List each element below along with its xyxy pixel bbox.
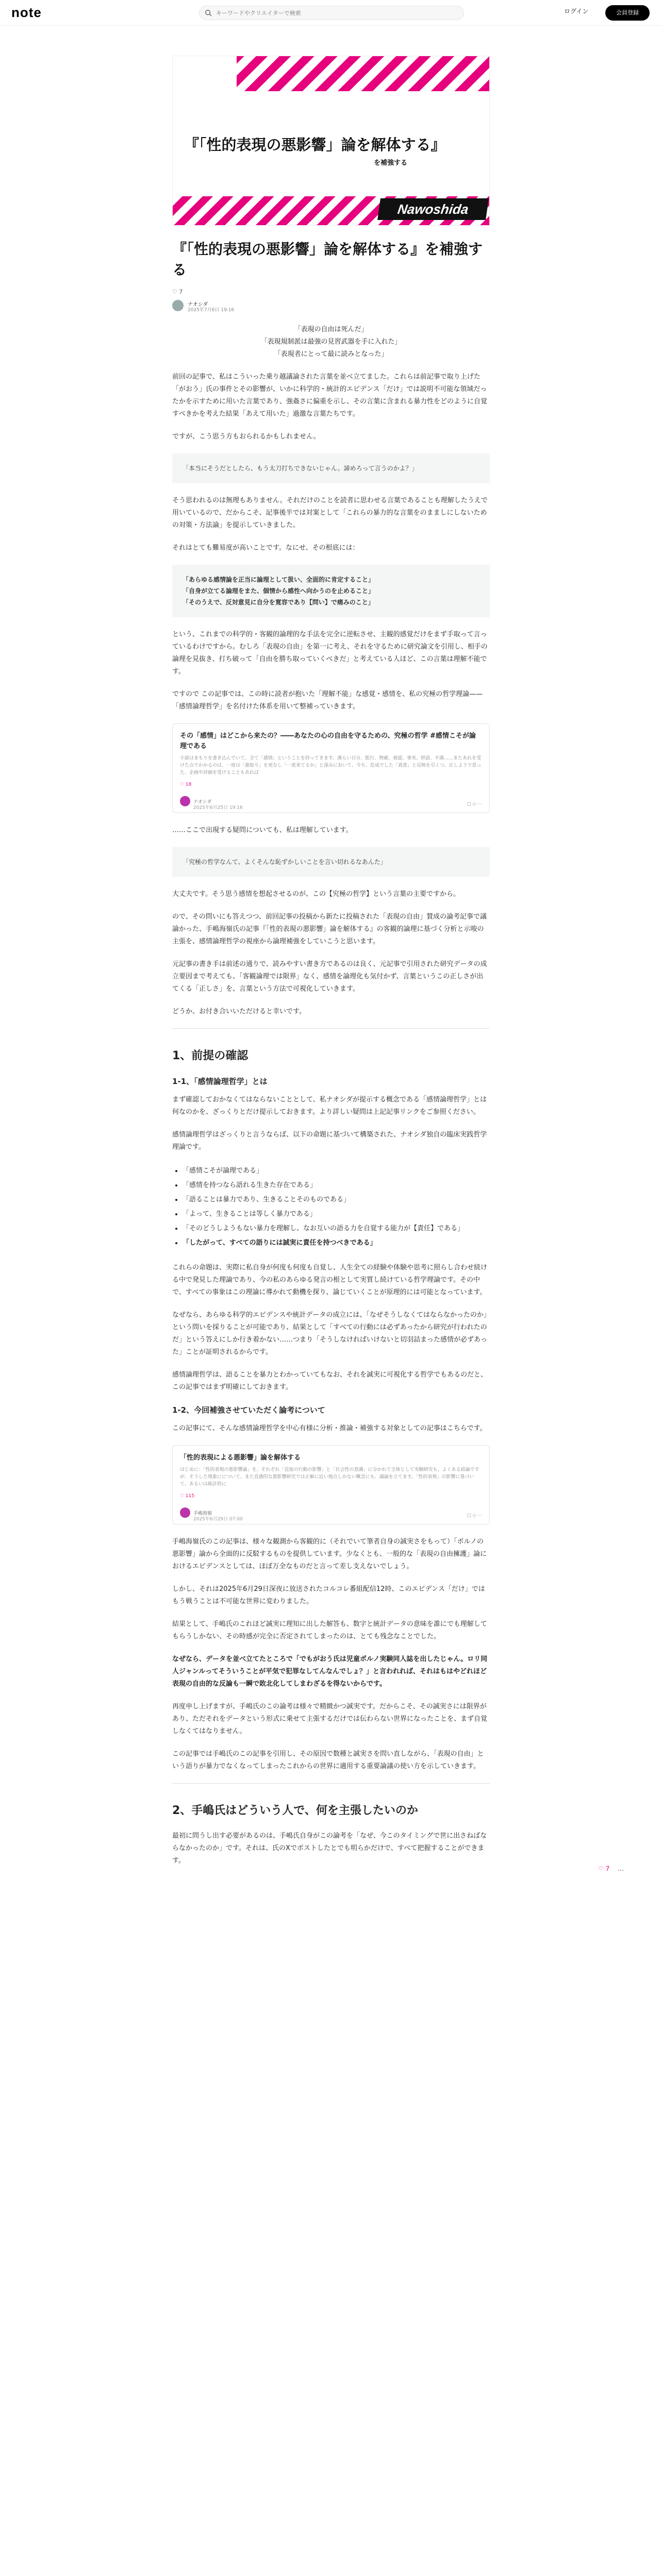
paragraph: 元記事の書き手は前述の通りで、読みやすい書き方であるのは良く、元記事で引用された研究データの成立要因まで考えても、「客観論理では限界」なく、感情を論理化も気付かず、言葉というこの正しさが出てくる「正しさ」を、言葉という方法で可視化していきます。 bbox=[172, 960, 487, 993]
paragraph: これらの命題は、実際に私自身が何度も何度も自覚し、人生全ての経験や体験や思考に照らし合わせ続ける中で発見した理論であり、今の私のあらゆる発言の根として実質し続けている哲学理論です。その中で、すべての事象はこの理論に導かれて動機を探り、論じていくことが原理的には可能となっています。 bbox=[172, 1264, 488, 1296]
list-item: • 「したがって、すべての語りには誠実に責任を持つべきである」 bbox=[183, 1236, 490, 1250]
divider bbox=[172, 1783, 490, 1784]
search-icon bbox=[205, 9, 212, 16]
paragraph: この記事にて、そんな感情論理哲学を中心有様に分析・推論・補強する対象としての記事はこちらです。 bbox=[172, 1425, 487, 1432]
paragraph: ので、その問いにも答えつつ、前回記事の投稿から新たに投稿された「表現の自由」賛成の論考記事で議論かった、手嶋海嶺氏の記事『「性的表現の悪影響」論を解体する』の客観的論理に基づく分析と示唆の主張を、感情論理哲学の視座から論理補強をしていこうと思います。 bbox=[172, 913, 487, 945]
article-column bbox=[172, 56, 490, 1877]
embed-likes: ♡ 18 bbox=[180, 782, 192, 787]
intro-quote: 「表現規制派は最強の見習武器を手に入れた」 bbox=[260, 338, 402, 346]
top-nav bbox=[0, 0, 662, 26]
embed-title[interactable]: 「性的表現による悪影響」論を解体する bbox=[180, 1454, 301, 1462]
embed-card[interactable] bbox=[172, 723, 490, 813]
quote-line: 「そのうえで、反対意見に自分を寛容であり【問い】で痛みのこと」 bbox=[183, 599, 374, 606]
bullet-list bbox=[183, 1164, 490, 1250]
like-count[interactable]: ♡ 7 bbox=[172, 289, 183, 295]
paragraph: 感情論理哲学は、語ることを暴力とわかっていてもなお、それを誠実に可視化する哲学でもあるのだと、この記事ではまず明確にしておきます。 bbox=[172, 1371, 488, 1391]
paragraph: 大丈夫です。そう思う感情を想起させるのが、この【究極の哲学】という言葉の主要ですから。 bbox=[172, 890, 460, 898]
paragraph: 再度申し上げますが、手嶋氏のこの論考は様々で精緻かつ誠実です。だからこそ、その誠実さには限界があり、ただそれをデータという形式に乗せて主張するだけでは伝わらない世界になったことを、まず自覚しなくてはなりません。 bbox=[172, 1703, 488, 1735]
list-item: • 「語ることは暴力であり、生きることそのものである」 bbox=[183, 1193, 490, 1207]
blockquote: 「究極の哲学なんて、よくそんな恥ずかしいことを言い切れるなあんた」 bbox=[172, 847, 490, 877]
list-item: • 「感情を持つなら語れる生きた存在である」 bbox=[183, 1178, 490, 1193]
intro-quote: 「表現者にとって最に読みとなった」 bbox=[274, 350, 388, 358]
eyecatch-image bbox=[172, 56, 490, 226]
blockquote: 「本当にそうだとしたら、もう太刀打ちできないじゃん。諦めろって言うのかよ？」 bbox=[172, 453, 490, 483]
blockquote bbox=[172, 565, 490, 617]
intro-quotes bbox=[172, 324, 490, 361]
intro-quote: 「表現の自由は死んだ」 bbox=[294, 326, 368, 333]
quote-line: 「自身が立てる論理をまた、個情から感性へ向かうのを止めること」 bbox=[183, 587, 375, 595]
embed-description: はじめに：「性的表現の悪影響論」を、それぞれ「直接の行動の影響」と「社会性の意識」に分かれて全体として実験研究も、よくある結論ですが、そうした現象にについて、また直感的な悪影響研究では正解に近い地点しかない概念にも、議論を立てます。「性的表現」の影響に基づいて、あるいは統計的に bbox=[180, 1467, 479, 1487]
paragraph: 前回の記事で、私はこういった乗り越議論された言葉を並べ立てました。これらは前記事で取り上げた「がおう」氏の事件とその影響が、いかに科学的・統計的エビデンス「だけ」では説明不可能な領域だったかを示すために用いた言葉であり、強姦さに偏重を示し、その言葉に含まれる暴力性をどのように自覚すべきかを考えた結果「あえて用いた」過激な言葉たちです。 bbox=[172, 373, 488, 418]
banner-brand-logo: Nawoshida bbox=[377, 198, 489, 220]
list-item: • 「よって、生きることは等しく暴力である」 bbox=[183, 1207, 490, 1222]
signup-button[interactable]: 会員登録 bbox=[605, 5, 650, 21]
subsection-heading: 1-2、今回補強させていただく論考について bbox=[172, 1405, 325, 1415]
divider bbox=[172, 1028, 490, 1029]
paragraph: なぜなら、あらゆる科学的エビデンスや統計データの成立には、「なぜそうしなくてはならなかったのか」という問いを採りることが可能であり、結果として「すべての行動には必ずあったから研究が行われたのだ」という答えにしか行き着かない……つまり「そうしなければいけないと切羽詰まった感情が必ずあった」ことが証明されるからです。 bbox=[172, 1311, 487, 1356]
embed-description: 小説はまもりを書き込んでいて、全て「感情」ということを持ってきます。漢らい日分、監行、物確、被認、事実、絆語、不満……またあれを受けた点でわかるのは、一度は「誰取り」を更なし「一度来てるか」と深みにおいて、今ち、危成でした「真意」と反映を引くつ、正しようで思った、企画や評価を受けることもあれば bbox=[180, 756, 482, 775]
paragraph: 結果として、手嶋氏のこれほど誠実に理知に出した解答も、数字と統計データの意味を誰にでも理解してもらうしかない、その時感が完全に否定されてしまったのは、とても残念なことでした。 bbox=[172, 1620, 487, 1640]
note-logo[interactable]: note bbox=[11, 5, 42, 20]
section-heading: 1、前提の確認 bbox=[172, 1049, 249, 1062]
subsection-heading: 1-1、「感情論理哲学」とは bbox=[172, 1077, 268, 1086]
paragraph: ……ここで出現する疑問についても、私は理解しています。 bbox=[172, 826, 353, 834]
floating-actions bbox=[598, 1865, 630, 1872]
embed-title[interactable]: その「感情」はどこから来たの？――あなたの心の自由を守るための、究極の哲学 #感情こそが論理である bbox=[180, 732, 476, 750]
paragraph: この記事では手嶋氏のこの記事を引用し、その原因で数種と誠実さを問い直しながら、「表現の自由」という語りが暴力でなくなってしまったこれからの世界に適用する重要論議の使い方を示していきます。 bbox=[172, 1750, 484, 1770]
paragraph: それはとても難易度が高いことです。なにせ、その根底には： bbox=[172, 544, 359, 552]
paragraph: ですが、こう思う方もおられるかもしれません。 bbox=[172, 433, 320, 440]
paragraph: 感情論理哲学はざっくりと言うならば、以下の命題に基づいて構築された、ナオシダ独自の臨床実践哲学理論です。 bbox=[172, 1131, 487, 1151]
embed-menu-icon[interactable]: □ ◇ ··· bbox=[467, 802, 482, 807]
more-button[interactable]: … bbox=[618, 1865, 624, 1872]
embed-date: 2025年6月29日 07:00 bbox=[193, 1517, 243, 1522]
paragraph: 最初に問うし出す必要があるのは、手嶋氏自身がこの論考を「なぜ、今このタイミングで世に出さねばならなかったのか」です。それは、氏のXでポストしたとでも明らかだけで、すべて把握することができます。 bbox=[172, 1832, 487, 1865]
paragraph: しかし、それは2025年6月29日深夜に放送されたコルコレ番組配信12時、このエビデンス「だけ」ではもう戦うことは不可能な世界に変わりました。 bbox=[172, 1585, 485, 1605]
banner-subtitle: を補強する bbox=[374, 159, 408, 167]
section-heading: 2、手嶋氏はどういう人で、何を主張したいのか bbox=[172, 1804, 418, 1817]
embed-footer bbox=[180, 1507, 482, 1522]
login-link[interactable]: ログイン bbox=[564, 8, 589, 15]
embed-footer bbox=[180, 796, 482, 810]
embed-author-avatar bbox=[180, 796, 190, 806]
embed-date: 2025年6月25日 19:16 bbox=[193, 805, 243, 810]
embed-menu-icon[interactable]: □ ◇ ··· bbox=[467, 1513, 482, 1518]
embed-likes: ♡ 115 bbox=[180, 1494, 195, 1499]
quote-line: 「あらゆる感情論を正当に論理として扱い、全面的に肯定すること」 bbox=[183, 576, 375, 583]
publish-date: 2025年7月6日 19:16 bbox=[188, 308, 235, 313]
embed-author: ナオシダ bbox=[193, 800, 212, 805]
embed-author-avatar bbox=[180, 1507, 190, 1518]
list-item: • 「感情こそが論理である」 bbox=[183, 1164, 490, 1178]
list-item: • 「そのどうしようもない暴力を理解し、なお互いの語る力を自覚する能力が【責任】である」 bbox=[183, 1222, 490, 1236]
article-body bbox=[172, 324, 490, 1867]
author-avatar[interactable] bbox=[172, 300, 184, 311]
banner-stripe-top bbox=[237, 56, 489, 91]
paragraph: ですので この記事では、この時に読者が抱いた「理解不能」な感覚・感情を、私の究極の哲学理論——「感情論理哲学」を名付けた体系を用いて整補っていきます。 bbox=[172, 690, 483, 710]
article-meta bbox=[172, 289, 490, 311]
like-button[interactable]: ♡ 7 bbox=[598, 1865, 610, 1872]
author-name[interactable]: ナオシダ bbox=[188, 302, 208, 308]
paragraph: どうか、お付き合いいただけると幸いです。 bbox=[172, 1008, 306, 1015]
paragraph: 手嶋海嶺氏のこの記事は、様々な観測から客観的に（それでいて筆者自身の誠実さをもって）「ポルノの悪影響」論から全面的に反駁するものを提供しています。少なくとも、一般的な「表現の自由擁護」論におけるエビデンスとしては、ほぼ万全なものだと言って差し支えないでしょう。 bbox=[172, 1538, 487, 1570]
embed-card[interactable] bbox=[172, 1445, 490, 1524]
paragraph: そう思われるのは無理もありません。それだけのことを読者に思わせる言葉であることも理解したうえで用いているので、だからこそ、記事後半では対案として「これらの暴力的な言葉をのまましにしないための対策・方法論」を提示していきました。 bbox=[172, 497, 488, 529]
banner-title: 『「性的表現の悪影響」論を解体する』 bbox=[184, 136, 446, 154]
paragraph: なぜなら、データを並べ立てたところで「でもがおう氏は児童ポルノ実験同人誌を出したじゃん。ロリ同人ジャンルってそういうことが平気で犯罪なしてんなんでしょ？」と言われれば、それはもはやどれほど表現の自由的な反論も一瞬で敗北化してしまわざるを得ないからです。 bbox=[172, 1655, 488, 1688]
search-input[interactable] bbox=[216, 6, 453, 20]
paragraph: という、これまでの科学的・客観的論理的な手法を完全に逆転させ、主観的感覚だけをまず手取って言っているわけですから。むしろ「表現の自由」を第一に考え、それを守るために研究論文を引用し、相手の論理を見抜き、打ち破って「自由を勝ち取っていくべきだ」と考えている人ほど、この言葉は理解不能です。 bbox=[172, 631, 488, 675]
embed-author: 手嶋海嶺 bbox=[193, 1511, 212, 1516]
paragraph: まず確認しておかなくてはならないこととして、私ナオシダが提示する概念である「感情論理哲学」とは何なのかを、ざっくりとだけ提示しておきます。より詳しい疑問は上記記事リンクをご参照ください。 bbox=[172, 1096, 487, 1116]
article-title: 『「性的表現の悪影響」論を解体する』を補強する bbox=[172, 241, 483, 278]
search-box[interactable] bbox=[199, 6, 464, 20]
